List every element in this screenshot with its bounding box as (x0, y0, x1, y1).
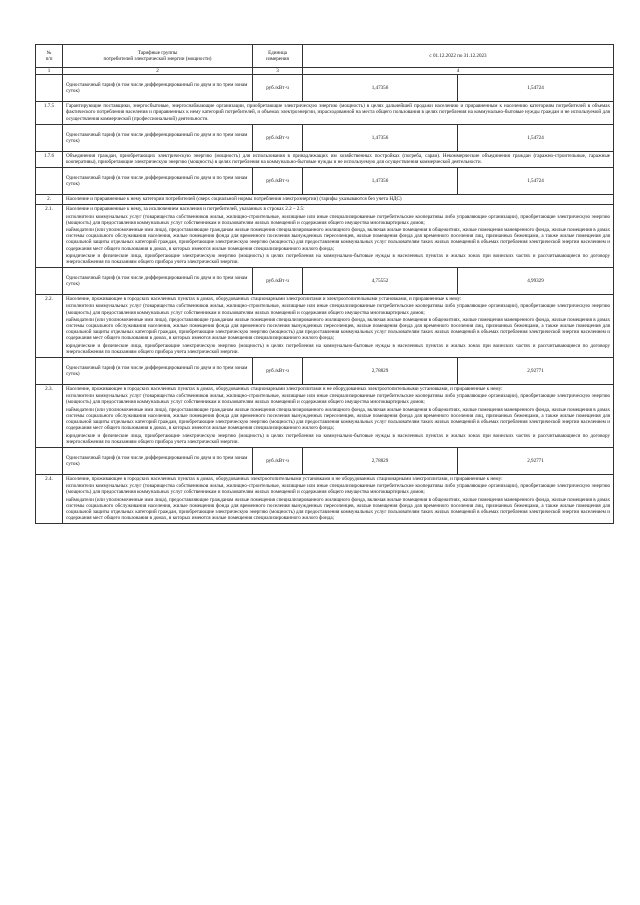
row-number: 2.4. (36, 474, 63, 523)
category-description (63, 205, 614, 268)
row-number: 2.3. (36, 385, 63, 448)
row-number: 2. (36, 195, 63, 205)
header-index-2: 2 (63, 68, 253, 75)
description-paragraph: Население и приравненные к нему, за исключением населения и потребителей, указанных в строках 2.2 – 2.5: (66, 206, 305, 213)
description-paragraph: Население, проживающее в городских населенных пунктах в домах, оборудованных стационарными электроплитами и электроотопительными установками, и приравненные к нему: (66, 296, 462, 303)
unit-cell: руб./кВт·ч (253, 168, 303, 195)
tariff-value-first-half: 1,47356 (303, 124, 458, 151)
category-description (63, 385, 614, 448)
header-unit: Единица измерения (253, 45, 303, 68)
tariff-row (36, 358, 614, 385)
description-paragraph: Население, проживающее в городских населенных пунктах в домах, оборудованных стационарными электроплитами и не оборудованных электроотопительными установками, и приравненные к нему: (66, 386, 503, 393)
unit-cell: руб./кВт·ч (253, 124, 303, 151)
header-period: с 01.12.2022 по 31.12.2023 (303, 45, 614, 68)
row-number: 1.7.5 (36, 102, 63, 125)
category-row (36, 295, 614, 358)
description-paragraph: Население и приравненные к нему категории потребителей (сверх социальной нормы потребления электроэнергии) (тарифы указываются без учета НДС) (66, 196, 402, 203)
header-group: Тарифные группы потребителей электрической энергии (мощности) (63, 45, 253, 68)
header-index-row (36, 68, 614, 75)
category-row (36, 205, 614, 268)
category-row (36, 151, 614, 167)
category-row (36, 195, 614, 205)
category-row (36, 102, 614, 125)
tariff-value-first-half: 1,47356 (303, 168, 458, 195)
unit-cell: руб./кВт·ч (253, 268, 303, 295)
category-description (63, 474, 614, 523)
description-paragraph: наймодатели (или уполномоченные ими лица), предоставляющие гражданам жилые помещения специализированного жилищного фонда, включая жилые помещения в общежитиях, жилые помещения маневренного фонда, жилые помещения в домах системы социального обслуживания населения, жилые помещения фонда для временного поселения вынужденных переселенцев, жилые помещения фонда для временного поселения лиц, признанных беженцами, а также жилые помещения для социальной защиты отдельных категорий граждан, приобретающие электрическую энергию (мощность) для предоставления коммунальных услуг пользователям таких жилых помещений в объемах потребления электрической энергии населением и содержания мест общего пользования в домах, в которых имеются жилые помещения специализированного жилого фонда; (66, 496, 611, 522)
category-description (63, 102, 614, 125)
tariff-value-first-half: 2,78829 (303, 358, 458, 385)
tariff-row (36, 268, 614, 295)
unit-cell: руб./кВт·ч (253, 447, 303, 474)
unit-cell: руб./кВт·ч (253, 358, 303, 385)
description-paragraph: исполнители коммунальных услуг (товарищества собственников жилья, жилищно-строительные, жилищные или иные специализированные потребительские кооперативы либо управляющие организации), приобретающие электрическую энергию (мощность) для предоставления коммунальных услуг собственникам и пользователям жилых помещений и содержания общего имущества многоквартирных домов; (66, 213, 611, 226)
tariff-label: Одноставочный тариф (в том числе дифференцированный по двум и по трем зонам суток) (63, 268, 253, 295)
description-paragraph: исполнители коммунальных услуг (товарищества собственников жилья, жилищно-строительные, жилищные или иные специализированные потребительские кооперативы либо управляющие организации), приобретающие электрическую энергию (мощность) для предоставления коммунальных услуг собственникам и пользователям жилых помещений и содержания общего имущества многоквартирных домов; (66, 483, 611, 496)
description-paragraph: Население, проживающее в городских населенных пунктах в домах, оборудованных электроотопительными установками и не оборудованных стационарными электроплитами, и приравненные к нему: (66, 475, 503, 482)
description-paragraph: наймодатели (или уполномоченные ими лица), предоставляющие гражданам жилые помещения специализированного жилищного фонда, включая жилые помещения в общежитиях, жилые помещения маневренного фонда, жилые помещения в домах системы социального обслуживания населения, жилые помещения фонда для временного поселения вынужденных переселенцев, жилые помещения фонда для временного поселения лиц, признанных беженцами, а также жилые помещения для социальной защиты отдельных категорий граждан, приобретающие электрическую энергию (мощность) для предоставления коммунальных услуг пользователям таких жилых помещений в объемах потребления электрической энергии населением и содержания мест общего пользования в домах, в которых имеются жилые помещения специализированного жилого фонда; (66, 227, 611, 252)
row-number-empty (36, 358, 63, 385)
header-index-4: 4 (303, 68, 614, 75)
description-paragraph: Гарантирующие поставщики, энергосбытовые, энергоснабжающие организации, приобретающие электрическую энергию (мощность) в целях дальнейшей продажи населению и приравненным к населению категориям потребителей в объемах фактического потребления населения и приравненных к нему категорий потребителей, и объемах электроэнергии, израсходованной на места общего пользования в целях потребления на коммунально-бытовые нужды граждан и не используемой для осуществления коммерческой (профессиональной) деятельности. (66, 103, 611, 122)
tariff-label: Одноставочный тариф (в том числе дифференцированный по двум и по трем зонам суток) (63, 124, 253, 151)
tariff-value-second-half: 1,54724 (458, 168, 614, 195)
tariff-row (36, 447, 614, 474)
tariff-value-second-half: 1,54724 (458, 124, 614, 151)
tariff-value-first-half: 2,78829 (303, 447, 458, 474)
row-number: 2.2. (36, 295, 63, 358)
row-number: 1.7.6 (36, 151, 63, 167)
tariff-row (36, 168, 614, 195)
description-paragraph: юридические и физические лица, приобретающие электрическую энергию (мощность) в целях потребления на коммунально-бытовые нужды в населенных пунктах и жилых зонах при воинских частях и рассчитывающиеся по договору энергоснабжения по показаниям общего прибора учета электрической энергии. (66, 342, 611, 355)
table-body (36, 75, 614, 524)
tariff-value-second-half: 4,99329 (458, 268, 614, 295)
description-paragraph: наймодатели (или уполномоченные ими лица), предоставляющие гражданам жилые помещения специализированного жилищного фонда, включая жилые помещения в общежитиях, жилые помещения маневренного фонда, жилые помещения в домах системы социального обслуживания населения, жилые помещения фонда для временного поселения вынужденных переселенцев, жилые помещения фонда для временного поселения лиц, признанных беженцами, а также жилые помещения для социальной защиты отдельных категорий граждан, приобретающие электрическую энергию (мощность) для предоставления коммунальных услуг пользователям таких жилых помещений в объемах потребления электрической энергии населением и содержания мест общего пользования в домах, в которых имеются жилые помещения специализированного жилого фонда; (66, 316, 611, 342)
description-paragraph: исполнители коммунальных услуг (товарищества собственников жилья, жилищно-строительные, жилищные или иные специализированные потребительские кооперативы либо управляющие организации), приобретающие электрическую энергию (мощность) для предоставления коммунальных услуг собственникам и пользователям жилых помещений и содержания общего имущества многоквартирных домов; (66, 393, 611, 406)
header-index-1: 1 (36, 68, 63, 75)
tariff-value-second-half: 2,92771 (458, 447, 614, 474)
unit-cell: руб./кВт·ч (253, 75, 303, 102)
header-index-3: 3 (253, 68, 303, 75)
tariff-label: Одноставочный тариф (в том числе дифференцированный по двум и по трем зонам суток) (63, 447, 253, 474)
description-paragraph: юридические и физические лица, приобретающие электрическую энергию (мощность) в целях потребления на коммунально-бытовые нужды в населенных пунктах и жилых зонах при воинских частях и рассчитывающиеся по договору энергоснабжения по показаниям общего прибора учета электрической энергии. (66, 432, 611, 445)
category-row (36, 474, 614, 523)
row-number-empty (36, 447, 63, 474)
tariff-value-second-half: 1,54724 (458, 75, 614, 102)
row-number-empty (36, 124, 63, 151)
row-number: 2.1. (36, 205, 63, 268)
header-num: № п/п (36, 45, 63, 68)
category-description (63, 195, 614, 205)
tariff-document (35, 44, 613, 524)
tariff-value-second-half: 2,92771 (458, 358, 614, 385)
description-paragraph: юридические и физические лица, приобретающие электрическую энергию (мощность) в целях потребления на коммунально-бытовые нужды в населенных пунктах и жилых зонах при воинских частях и рассчитывающиеся по договору энергоснабжения по показаниям общего прибора учета электрической энергии. (66, 252, 611, 266)
tariff-row (36, 124, 614, 151)
tariff-table (35, 44, 614, 524)
header-row (36, 45, 614, 68)
tariff-label: Одноставочный тариф (в том числе дифференцированный по двум и по трем зонам суток) (63, 168, 253, 195)
category-row (36, 385, 614, 448)
tariff-label: Одноставочный тариф (в том числе дифференцированный по двум и по трем зонам суток) (63, 75, 253, 102)
tariff-value-first-half: 1,47356 (303, 75, 458, 102)
tariff-label: Одноставочный тариф (в том числе дифференцированный по двум и по трем зонам суток) (63, 358, 253, 385)
tariff-row (36, 75, 614, 102)
category-description (63, 295, 614, 358)
description-paragraph: исполнители коммунальных услуг (товарищества собственников жилья, жилищно-строительные, жилищные или иные специализированные потребительские кооперативы либо управляющие организации), приобретающие электрическую энергию (мощность) для предоставления коммунальных услуг собственникам и пользователям жилых помещений и содержания общего имущества многоквартирных домов; (66, 303, 611, 316)
row-number-empty (36, 75, 63, 102)
description-paragraph: наймодатели (или уполномоченные ими лица), предоставляющие гражданам жилые помещения специализированного жилищного фонда, включая жилые помещения в общежитиях, жилые помещения маневренного фонда, жилые помещения в домах системы социального обслуживания населения, жилые помещения фонда для временного поселения вынужденных переселенцев, жилые помещения фонда для временного поселения лиц, признанных беженцами, а также жилые помещения для социальной защиты отдельных категорий граждан, приобретающие электрическую энергию (мощность) для предоставления коммунальных услуг пользователям таких жилых помещений в объемах потребления электрической энергии населением и содержания мест общего пользования в домах, в которых имеются жилые помещения специализированного жилого фонда; (66, 406, 611, 432)
row-number-empty (36, 268, 63, 295)
category-description (63, 151, 614, 167)
description-paragraph: Объединения граждан, приобретающих электрическую энергию (мощность) для использования в принадлежащих им хозяйственных постройках (погреба, сараи). Некоммерческие объединения граждан (гаражно-строительные, гаражные кооперативы), приобретающие электрическую энергию (мощность) в целях потребления на коммунально-бытовые нужды и не используемую для осуществления коммерческой деятельности. (66, 152, 611, 166)
tariff-value-first-half: 4,75552 (303, 268, 458, 295)
row-number-empty (36, 168, 63, 195)
